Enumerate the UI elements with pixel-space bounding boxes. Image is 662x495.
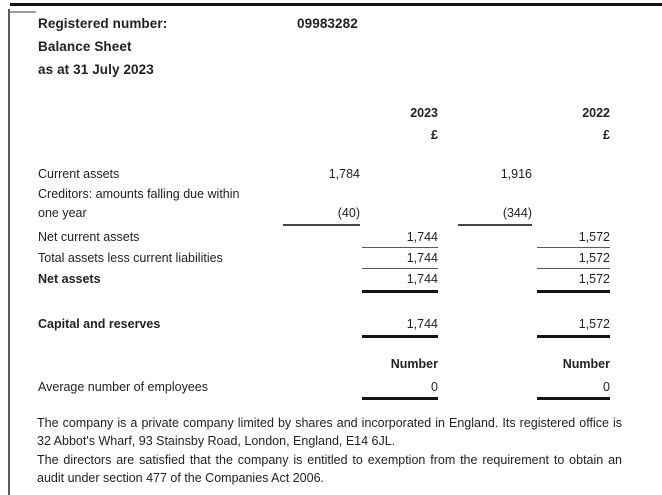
column-header-2022: 2022 [582, 106, 610, 120]
currency-symbol-2023: £ [431, 128, 438, 142]
footnote-audit-exemption: The directors are satisfied that the company is entitled to exemption from the requirement to obtain an audit under section 477 of the Companies Act 2006. [37, 453, 622, 485]
net-current-assets-rule-2022 [537, 247, 610, 248]
net-assets-total-rule-2023 [362, 290, 438, 293]
current-assets-2022: 1,916 [500, 167, 532, 181]
row-label-total-assets: Total assets less current liabilities [38, 251, 223, 265]
creditors-2023: (40) [337, 206, 360, 220]
registered-number-label: Registered number: [38, 16, 168, 31]
footnote-incorporation: The company is a private company limited by shares and incorporated in England. Its registered office is 32 Abbot's Wharf, 93 Stainsby Road, London, England, E14 6JL. [37, 416, 622, 448]
row-label-current-assets: Current assets [38, 167, 120, 181]
row-label-creditors-line1: Creditors: amounts falling due within [38, 187, 240, 201]
net-current-assets-rule-2023 [362, 247, 438, 248]
top-border-rule [10, 3, 662, 6]
currency-symbol-2022: £ [603, 128, 610, 142]
number-header-2023: Number [390, 357, 438, 371]
number-header-2022: Number [562, 357, 610, 371]
average-employees-2023: 0 [431, 380, 438, 394]
page-subtitle: as at 31 July 2023 [38, 62, 154, 77]
net-assets-2022: 1,572 [578, 272, 610, 286]
net-current-assets-2023: 1,744 [406, 230, 438, 244]
capital-total-rule-2022 [537, 335, 610, 338]
registered-number-value: 09983282 [297, 16, 358, 31]
average-employees-2022: 0 [603, 380, 610, 394]
column-header-2023: 2023 [410, 106, 438, 120]
row-label-net-current-assets: Net current assets [38, 230, 140, 244]
total-assets-2023: 1,744 [406, 251, 438, 265]
net-assets-2023: 1,744 [406, 272, 438, 286]
row-label-creditors-line2: one year [38, 206, 87, 220]
left-border-rule [8, 9, 10, 495]
current-assets-2023: 1,784 [328, 167, 360, 181]
total-assets-rule-2022 [537, 268, 610, 269]
capital-and-reserves-2023: 1,744 [406, 317, 438, 331]
row-label-capital-and-reserves: Capital and reserves [38, 317, 161, 331]
net-current-assets-2022: 1,572 [578, 230, 610, 244]
scan-artifact-line [10, 11, 36, 13]
employees-total-rule-2023 [362, 397, 438, 400]
creditors-2022: (344) [502, 206, 532, 220]
capital-total-rule-2023 [362, 335, 438, 338]
capital-and-reserves-2022: 1,572 [578, 317, 610, 331]
creditors-underline-2022 [458, 224, 532, 226]
row-label-net-assets: Net assets [38, 272, 101, 286]
total-assets-rule-2023 [362, 268, 438, 269]
creditors-underline-2023 [283, 224, 360, 226]
page-title: Balance Sheet [38, 39, 132, 54]
total-assets-2022: 1,572 [578, 251, 610, 265]
row-label-average-employees: Average number of employees [38, 380, 209, 394]
net-assets-total-rule-2022 [537, 290, 610, 293]
employees-total-rule-2022 [537, 397, 610, 400]
